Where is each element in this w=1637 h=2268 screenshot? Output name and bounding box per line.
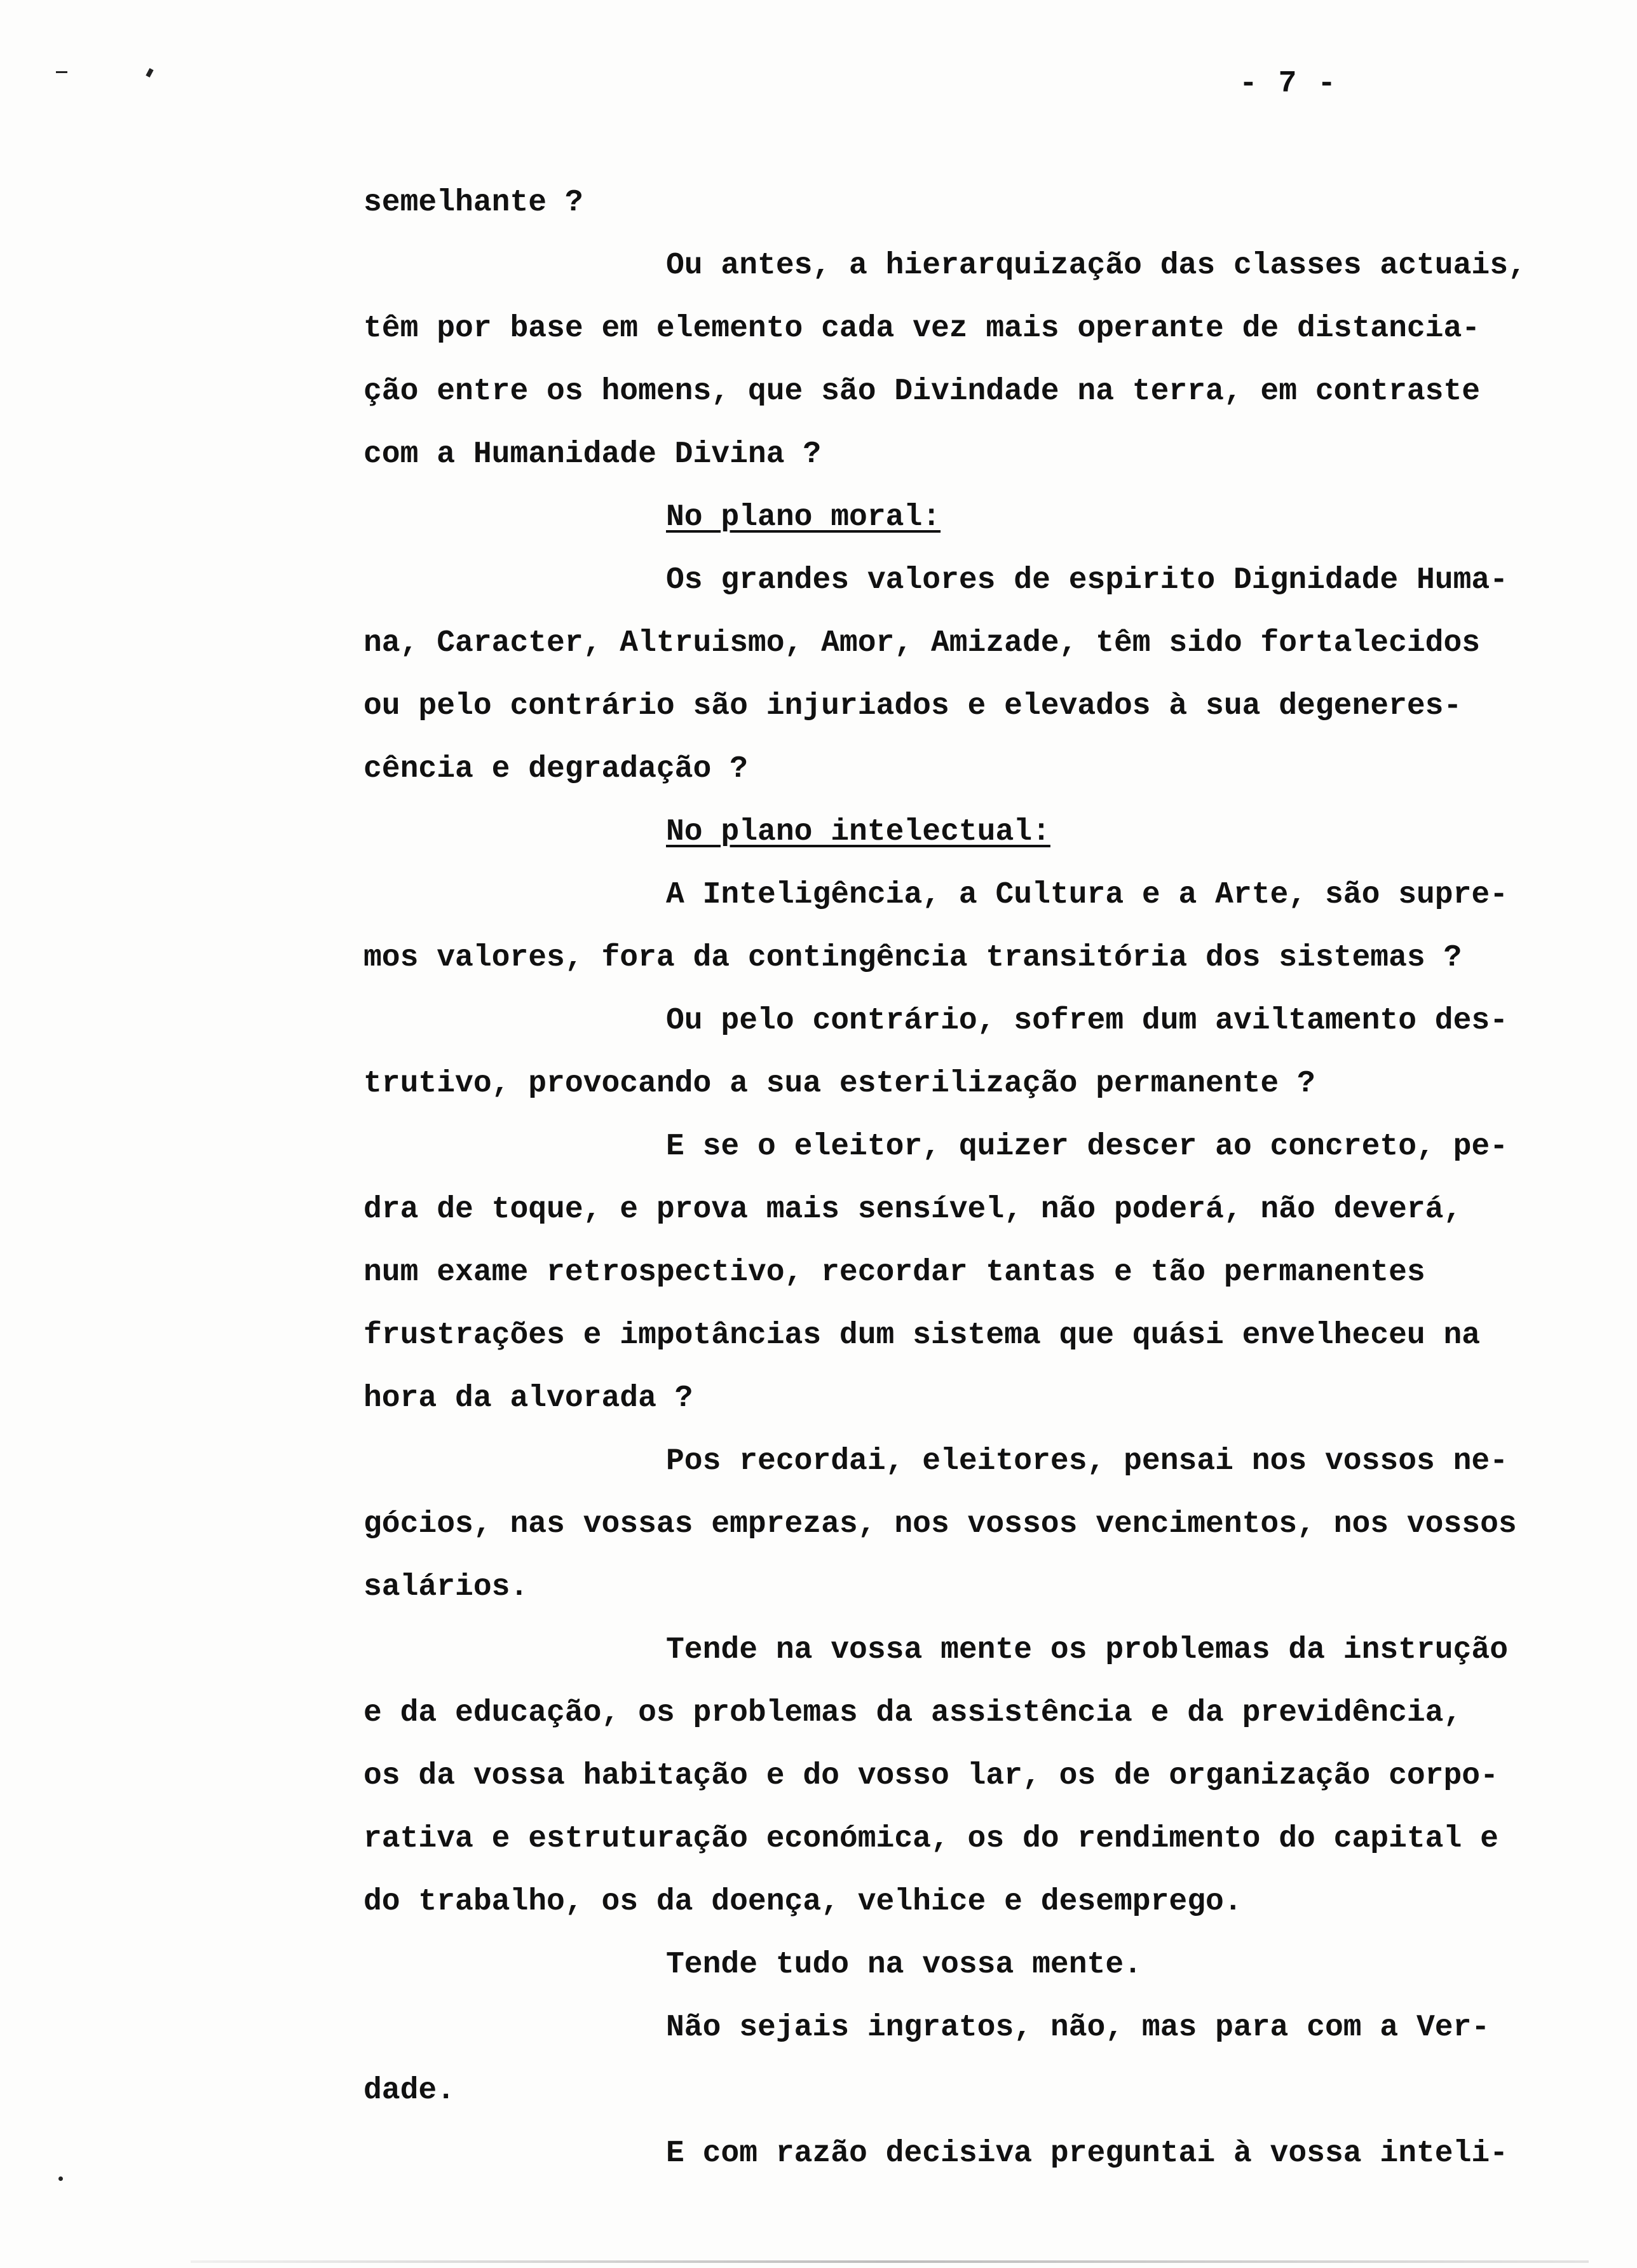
section-heading-moral-text: No plano moral: xyxy=(666,500,941,535)
scan-bottom-edge xyxy=(191,2260,1589,2263)
text-line: ou pelo contrário são injuriados e elevados à sua degeneres- xyxy=(363,689,1462,723)
text-line: Tende tudo na vossa mente. xyxy=(666,1948,1142,1982)
text-line: rativa e estruturação económica, os do rendimento do capital e xyxy=(363,1822,1498,1856)
text-line: salários. xyxy=(363,1570,529,1604)
text-line: Não sejais ingratos, não, mas para com a Ver- xyxy=(666,2011,1490,2045)
text-line: frustrações e impotâncias dum sistema que quási envelheceu na xyxy=(363,1318,1481,1353)
text-line: Ou antes, a hierarquização das classes actuais, xyxy=(666,249,1526,283)
text-line: Os grandes valores de espirito Dignidade Huma- xyxy=(666,563,1509,598)
text-line: hora da alvorada ? xyxy=(363,1381,693,1416)
text-line: os da vossa habitação e do vosso lar, os de organização corpo- xyxy=(363,1759,1498,1793)
text-line: E com razão decisiva preguntai à vossa inteli- xyxy=(666,2136,1509,2171)
text-line: ção entre os homens, que são Divindade na terra, em contraste xyxy=(363,374,1481,409)
text-line: e da educação, os problemas da assistência e da previdência, xyxy=(363,1696,1462,1730)
text-line: Ou pelo contrário, sofrem dum aviltamento des- xyxy=(666,1004,1509,1038)
text-line: dade. xyxy=(363,2073,456,2108)
text-line: Tende na vossa mente os problemas da instrução xyxy=(666,1633,1509,1667)
text-line: semelhante ? xyxy=(363,186,583,220)
text-line: A Inteligência, a Cultura e a Arte, são supre- xyxy=(666,878,1509,912)
text-line: cência e degradação ? xyxy=(363,752,748,786)
text-line: mos valores, fora da contingência transitória dos sistemas ? xyxy=(363,941,1462,975)
text-line: do trabalho, os da doença, velhice e desemprego. xyxy=(363,1885,1242,1919)
section-heading-moral xyxy=(363,486,1571,549)
scan-speck-mark xyxy=(146,68,153,78)
scan-speck-top-left xyxy=(56,71,67,73)
section-heading-intelectual xyxy=(363,801,1571,864)
text-line: na, Caracter, Altruismo, Amor, Amizade, têm sido fortalecidos xyxy=(363,626,1481,660)
text-line: num exame retrospectivo, recordar tantas e tão permanentes xyxy=(363,1255,1425,1290)
text-line: dra de toque, e prova mais sensível, não poderá, não deverá, xyxy=(363,1192,1462,1227)
text-line: gócios, nas vossas emprezas, nos vossos vencimentos, nos vossos xyxy=(363,1507,1517,1541)
section-heading-intelectual-text: No plano intelectual: xyxy=(666,815,1050,849)
scan-speck-bottom-left xyxy=(58,2176,63,2181)
text-line: com a Humanidade Divina ? xyxy=(363,437,822,472)
text-line: E se o eleitor, quizer descer ao concreto, pe- xyxy=(666,1130,1509,1164)
text-line: Pos recordai, eleitores, pensai nos vossos ne- xyxy=(666,1444,1509,1479)
text-line: trutivo, provocando a sua esterilização permanente ? xyxy=(363,1067,1315,1101)
document-body xyxy=(363,172,1571,2185)
page-number: - 7 - xyxy=(1239,67,1338,101)
text-line: têm por base em elemento cada vez mais operante de distancia- xyxy=(363,311,1481,346)
